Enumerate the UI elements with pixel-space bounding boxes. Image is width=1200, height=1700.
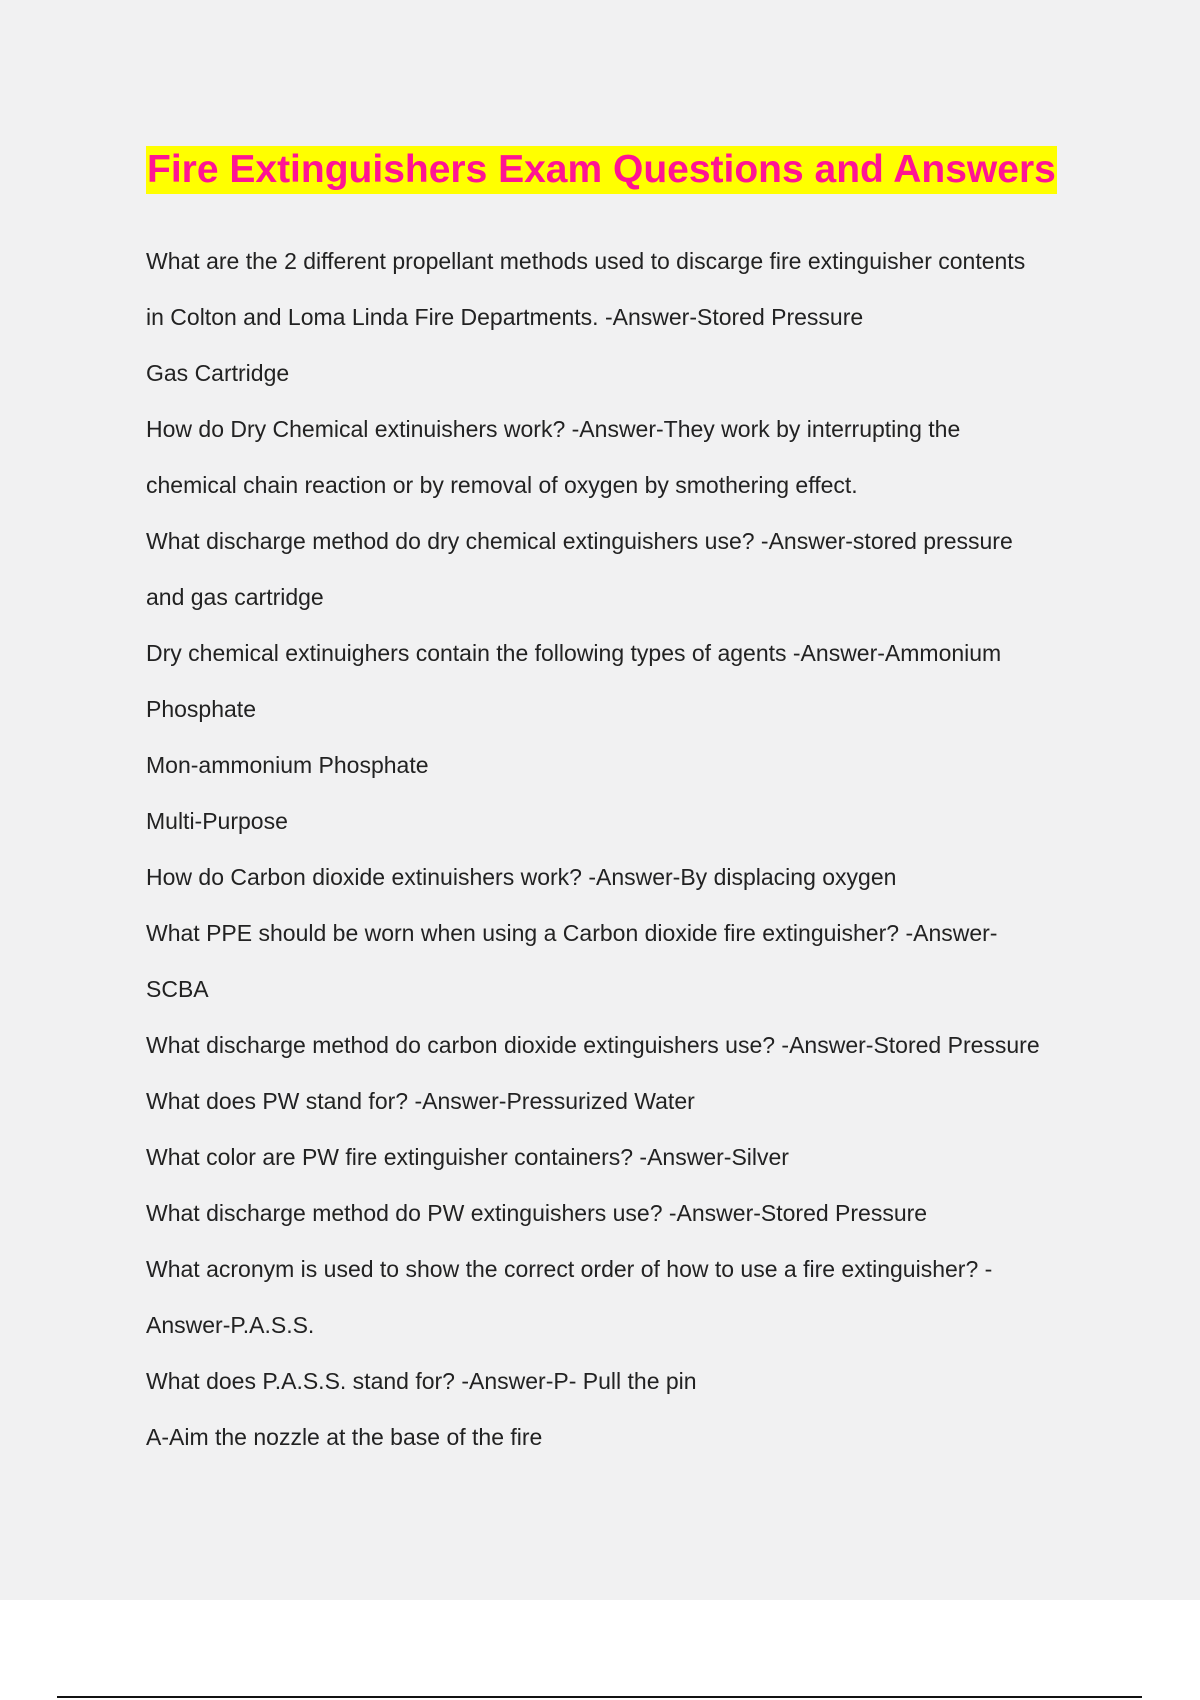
text-line: and gas cartridge bbox=[146, 584, 324, 610]
text-line: Mon-ammonium Phosphate bbox=[146, 752, 429, 778]
text-line: What are the 2 different propellant methods used to discarge fire extinguisher contents bbox=[146, 248, 1026, 274]
document-title: Fire Extinguishers Exam Questions and Answers bbox=[146, 146, 1057, 194]
title-block bbox=[146, 146, 1086, 194]
text-line: What discharge method do carbon dioxide extinguishers use? -Answer-Stored Pressure bbox=[146, 1032, 1040, 1058]
text-line: What discharge method do PW extinguishers use? -Answer-Stored Pressure bbox=[146, 1200, 928, 1226]
text-line: What does P.A.S.S. stand for? -Answer-P- Pull the pin bbox=[146, 1368, 697, 1394]
text-line: What discharge method do dry chemical extinguishers use? -Answer-stored pressure bbox=[146, 528, 1013, 554]
text-line: SCBA bbox=[146, 976, 209, 1002]
text-line: Phosphate bbox=[146, 696, 256, 722]
text-line: What PPE should be worn when using a Carbon dioxide fire extinguisher? -Answer- bbox=[146, 920, 998, 946]
text-line: Answer-P.A.S.S. bbox=[146, 1312, 315, 1338]
text-line: chemical chain reaction or by removal of oxygen by smothering effect. bbox=[146, 472, 858, 498]
text-line: What acronym is used to show the correct order of how to use a fire extinguisher? - bbox=[146, 1256, 993, 1282]
text-line: Dry chemical extinuighers contain the following types of agents -Answer-Ammonium bbox=[146, 640, 1002, 666]
text-line: What color are PW fire extinguisher containers? -Answer-Silver bbox=[146, 1144, 789, 1170]
page-divider bbox=[57, 1696, 1142, 1698]
text-line: How do Carbon dioxide extinuishers work? -Answer-By displacing oxygen bbox=[146, 864, 897, 890]
text-line: A-Aim the nozzle at the base of the fire bbox=[146, 1424, 543, 1450]
qa-content bbox=[146, 233, 1096, 1465]
text-line: What does PW stand for? -Answer-Pressurized Water bbox=[146, 1088, 695, 1114]
text-line: in Colton and Loma Linda Fire Departments. -Answer-Stored Pressure bbox=[146, 304, 864, 330]
text-line: How do Dry Chemical extinuishers work? -Answer-They work by interrupting the bbox=[146, 416, 961, 442]
text-line: Multi-Purpose bbox=[146, 808, 288, 834]
text-line: Gas Cartridge bbox=[146, 360, 290, 386]
